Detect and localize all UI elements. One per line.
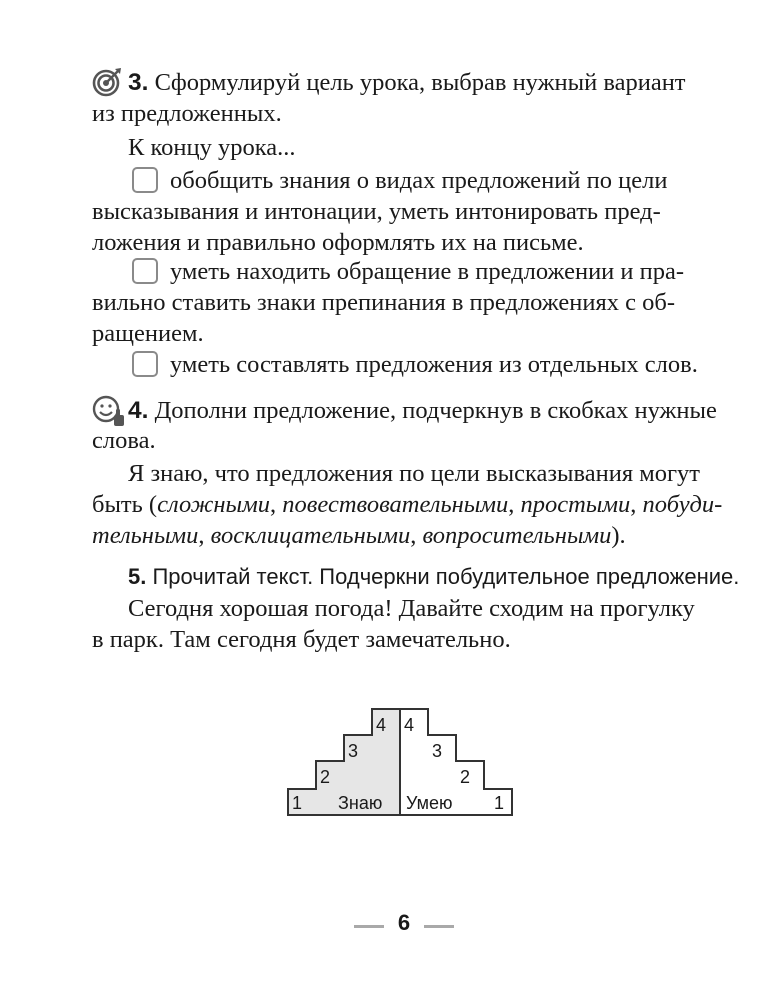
task4-text-line2: слова.	[92, 427, 156, 454]
task4-text-line1: Дополни предложение, подчеркнув в скобках нужные	[154, 397, 717, 424]
task3-number: 3.	[128, 69, 149, 96]
skill-step-1[interactable]: 1	[494, 793, 505, 813]
skill-step-2[interactable]: 2	[460, 767, 471, 787]
word-option-5[interactable]: восклицательными	[210, 522, 411, 549]
word-option-4-part2[interactable]: тельными	[92, 522, 199, 549]
word-option-3[interactable]: простыми	[520, 491, 631, 518]
footer-dash-left	[354, 925, 384, 928]
separator: ,	[410, 522, 423, 549]
task5-text-line2[interactable]: в парк. Там сегодня будет замечательно.	[92, 626, 511, 653]
know-step-4[interactable]: 4	[376, 715, 387, 735]
paren-close: ).	[611, 522, 626, 549]
skill-step-3[interactable]: 3	[432, 741, 443, 761]
paren-open: быть (	[92, 491, 158, 518]
self-assessment-stairs	[280, 703, 520, 823]
option2-line2: вильно ставить знаки препинания в предложениях с об-	[92, 289, 676, 316]
option2-checkbox[interactable]	[132, 258, 158, 284]
separator: ,	[508, 491, 521, 518]
word-option-4-part1[interactable]: побуди-	[642, 491, 723, 518]
option1-line1: обобщить знания о видах предложений по цели	[170, 167, 668, 194]
task4-heading	[128, 395, 717, 426]
task3-heading	[128, 67, 686, 98]
option1-checkbox[interactable]	[132, 167, 158, 193]
word-option-1[interactable]: сложными	[157, 491, 271, 518]
skill-label: Умею	[406, 793, 453, 813]
know-step-2[interactable]: 2	[320, 767, 331, 787]
skill-step-4[interactable]: 4	[404, 715, 415, 735]
page-number: 6	[397, 910, 411, 935]
know-step-3[interactable]: 3	[348, 741, 359, 761]
task3-lead: К концу урока...	[128, 134, 296, 161]
task4-sentence-line2	[92, 489, 722, 520]
option1-line3: ложения и правильно оформлять их на письме.	[92, 229, 584, 256]
option1-line2: высказывания и интонации, уметь интонировать пред-	[92, 198, 661, 225]
know-step-1[interactable]: 1	[292, 793, 303, 813]
option2-line3: ращением.	[92, 320, 204, 347]
task5-text-line1[interactable]: Сегодня хорошая погода! Давайте сходим на прогулку	[128, 595, 695, 622]
word-option-6[interactable]: вопросительными	[422, 522, 612, 549]
task3-text-line1: Сформулируй цель урока, выбрав нужный вариант	[154, 69, 686, 96]
task4-sentence-line1: Я знаю, что предложения по цели высказывания могут	[128, 460, 700, 487]
task3-text-line2: из предложенных.	[92, 100, 282, 127]
word-option-2[interactable]: повествовательными	[282, 491, 509, 518]
know-label: Знаю	[338, 793, 383, 813]
separator: ,	[630, 491, 643, 518]
option2-line1: уметь находить обращение в предложении и пра-	[170, 258, 685, 285]
option3-checkbox[interactable]	[132, 351, 158, 377]
task4-number: 4.	[128, 397, 149, 424]
smiley-thumbs-up-icon	[92, 395, 126, 427]
task4-sentence-line3	[92, 520, 626, 551]
target-icon	[92, 66, 124, 98]
task5-number: 5.	[128, 564, 147, 589]
footer-dash-right	[424, 925, 454, 928]
separator: ,	[198, 522, 211, 549]
separator: ,	[270, 491, 283, 518]
task5-instruction-text: Прочитай текст. Подчеркни побудительное предложение.	[152, 564, 740, 589]
option3-line1: уметь составлять предложения из отдельных слов.	[170, 351, 698, 378]
task5-instruction	[128, 561, 739, 592]
